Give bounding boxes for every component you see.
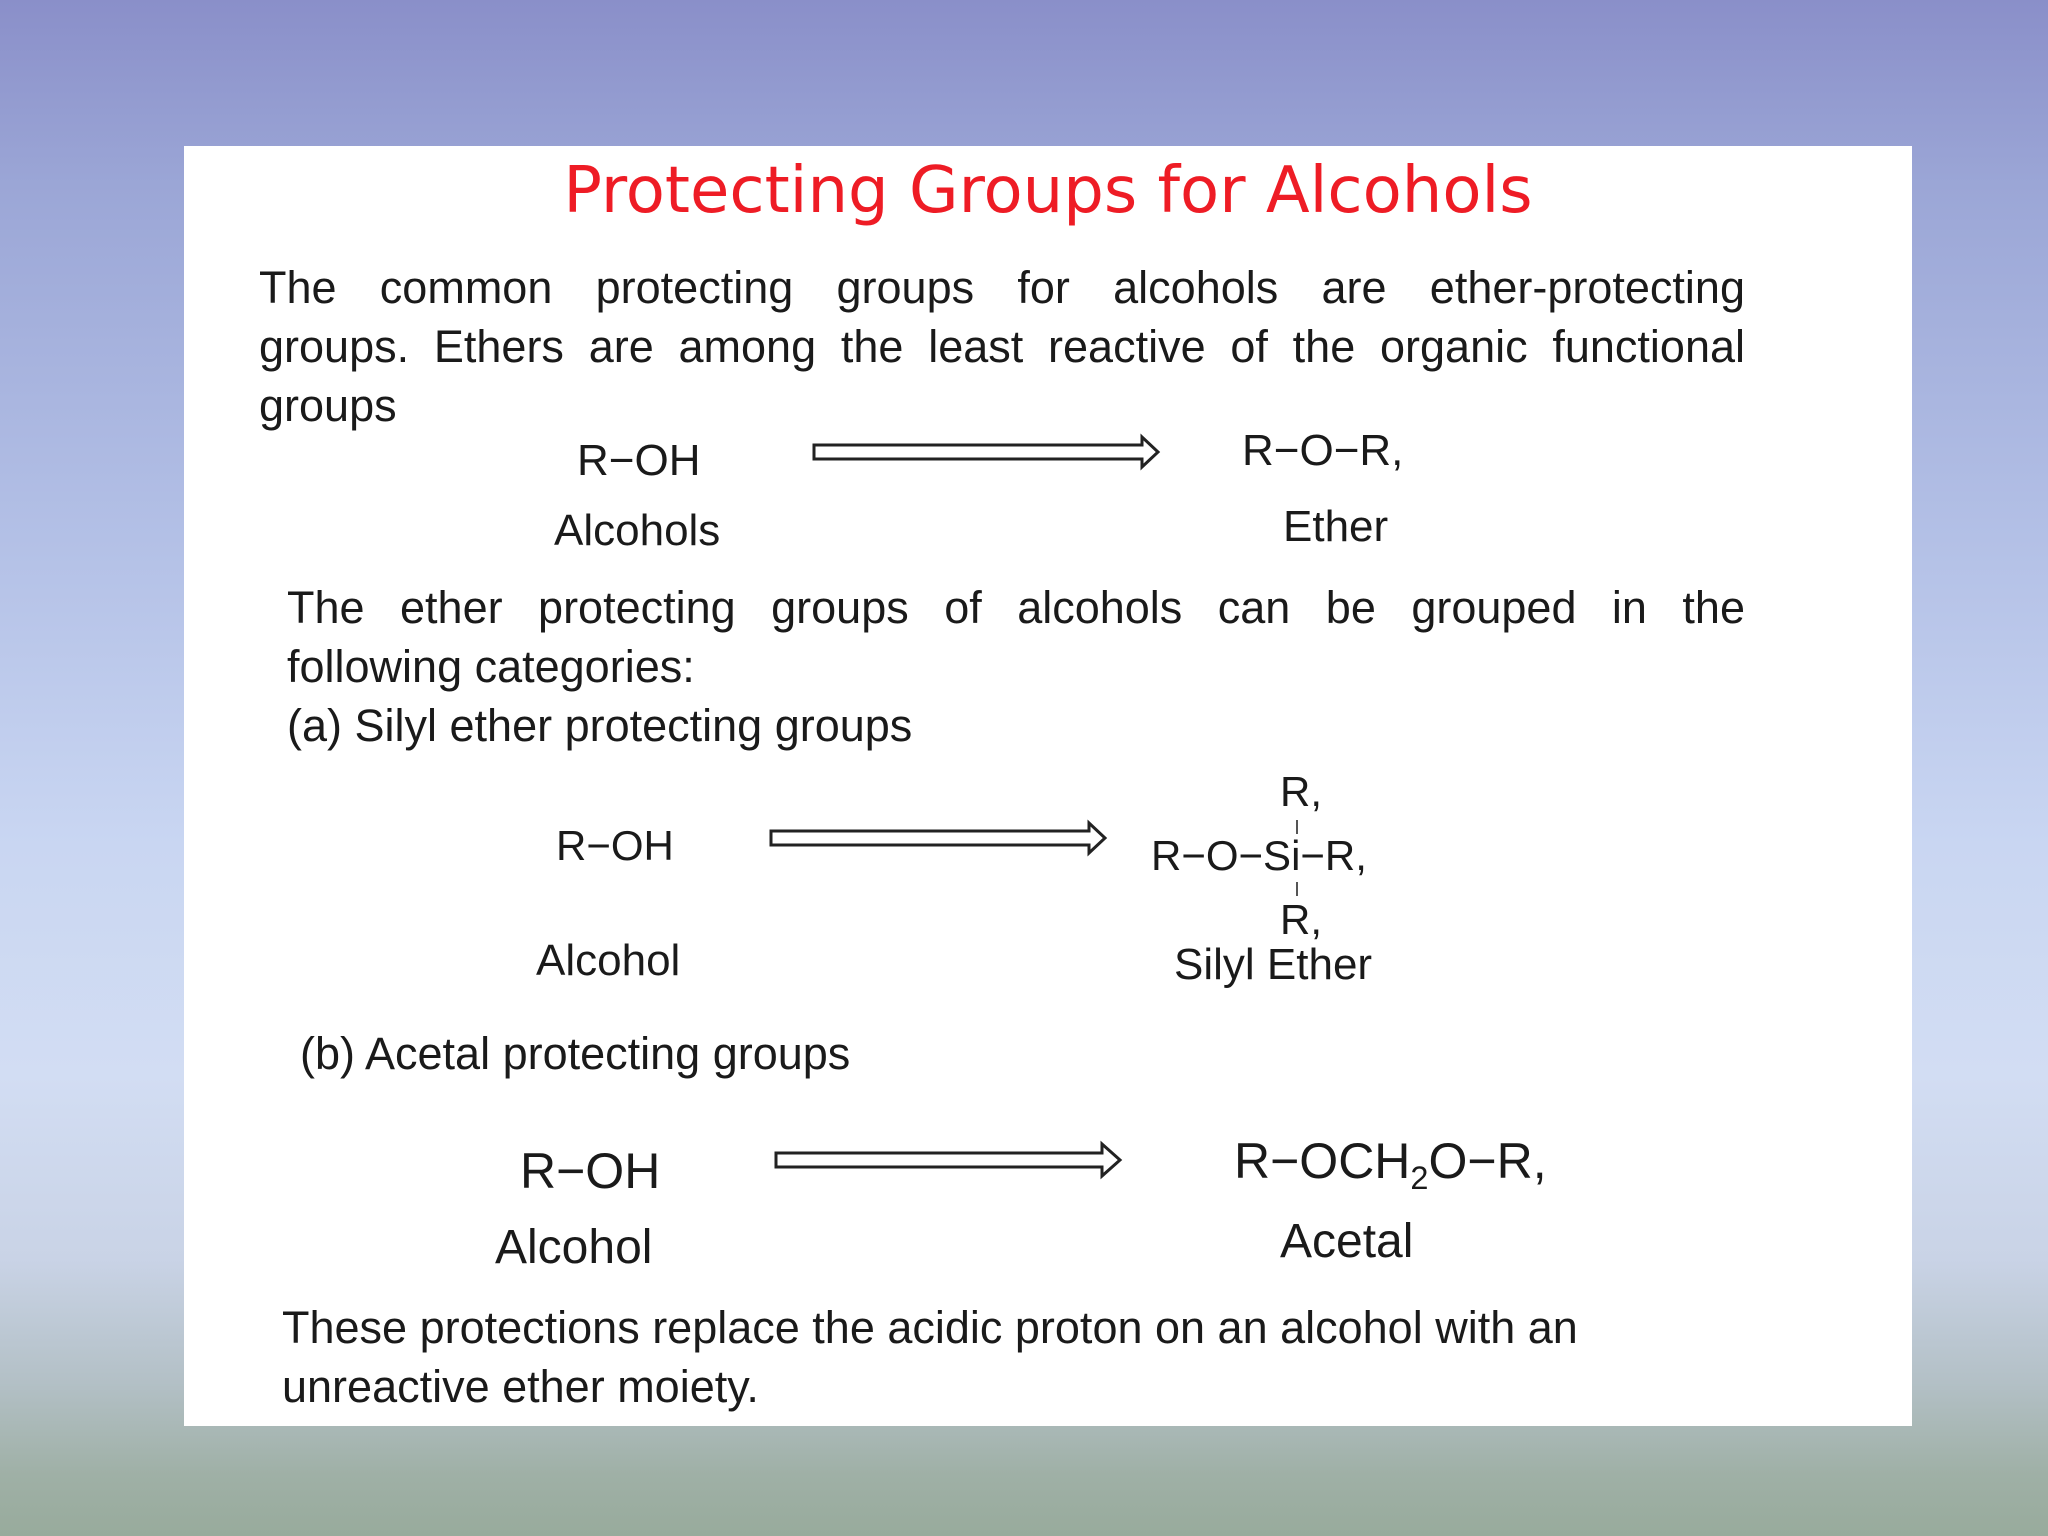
bond-line-bottom (1296, 882, 1298, 896)
conclusion-paragraph (282, 1298, 1742, 1416)
conclusion-line-2: unreactive ether moiety. (282, 1361, 759, 1412)
categories-line-1: The ether protecting groups of alcohols can be grouped in the (287, 582, 1745, 633)
category-b: (b) Acetal protecting groups (300, 1028, 851, 1079)
reaction2-silyl-core: R−O−Si−R, (1151, 832, 1367, 879)
reaction3-product (1234, 1132, 1547, 1197)
acetal-subscript: 2 (1410, 1160, 1429, 1196)
reaction1-arrow (812, 432, 1162, 472)
reaction2-product-label: Silyl Ether (1174, 940, 1373, 989)
acetal-part1: R−OCH (1234, 1133, 1411, 1189)
slide-title: Protecting Groups for Alcohols (563, 154, 1533, 228)
reaction3-reactant-label: Alcohol (495, 1221, 653, 1274)
double-arrow-icon (769, 818, 1109, 858)
reaction2-reactant-label: Alcohol (536, 936, 681, 985)
categories-paragraph (287, 578, 1745, 755)
intro-line-2: groups. Ethers are among the least reactive of the organic functional (259, 321, 1745, 372)
category-a: (a) Silyl ether protecting groups (287, 700, 913, 751)
reaction1-product-label: Ether (1283, 502, 1389, 551)
reaction2-bottom-substituent: R, (1280, 896, 1322, 943)
reaction1-reactant: R−OH (577, 436, 701, 485)
reaction3-arrow (774, 1138, 1124, 1182)
reaction1-reactant-label: Alcohols (554, 506, 721, 555)
acetal-part2: O−R, (1428, 1133, 1547, 1189)
intro-paragraph (259, 258, 1745, 435)
double-arrow-icon (812, 432, 1162, 472)
double-arrow-icon (774, 1138, 1124, 1182)
intro-line-3: groups (259, 380, 397, 431)
reaction1-product: R−O−R, (1242, 426, 1404, 475)
intro-line-1: The common protecting groups for alcohols are ether-protecting (259, 262, 1745, 313)
conclusion-line-1: These protections replace the acidic proton on an alcohol with an (282, 1302, 1578, 1353)
reaction2-arrow (769, 818, 1109, 858)
categories-line-2: following categories: (287, 641, 695, 692)
slide (184, 146, 1912, 1426)
reaction2-reactant: R−OH (556, 822, 674, 869)
reaction3-reactant: R−OH (520, 1143, 661, 1199)
reaction2-top-substituent: R, (1280, 768, 1322, 815)
reaction3-product-label: Acetal (1280, 1215, 1414, 1268)
